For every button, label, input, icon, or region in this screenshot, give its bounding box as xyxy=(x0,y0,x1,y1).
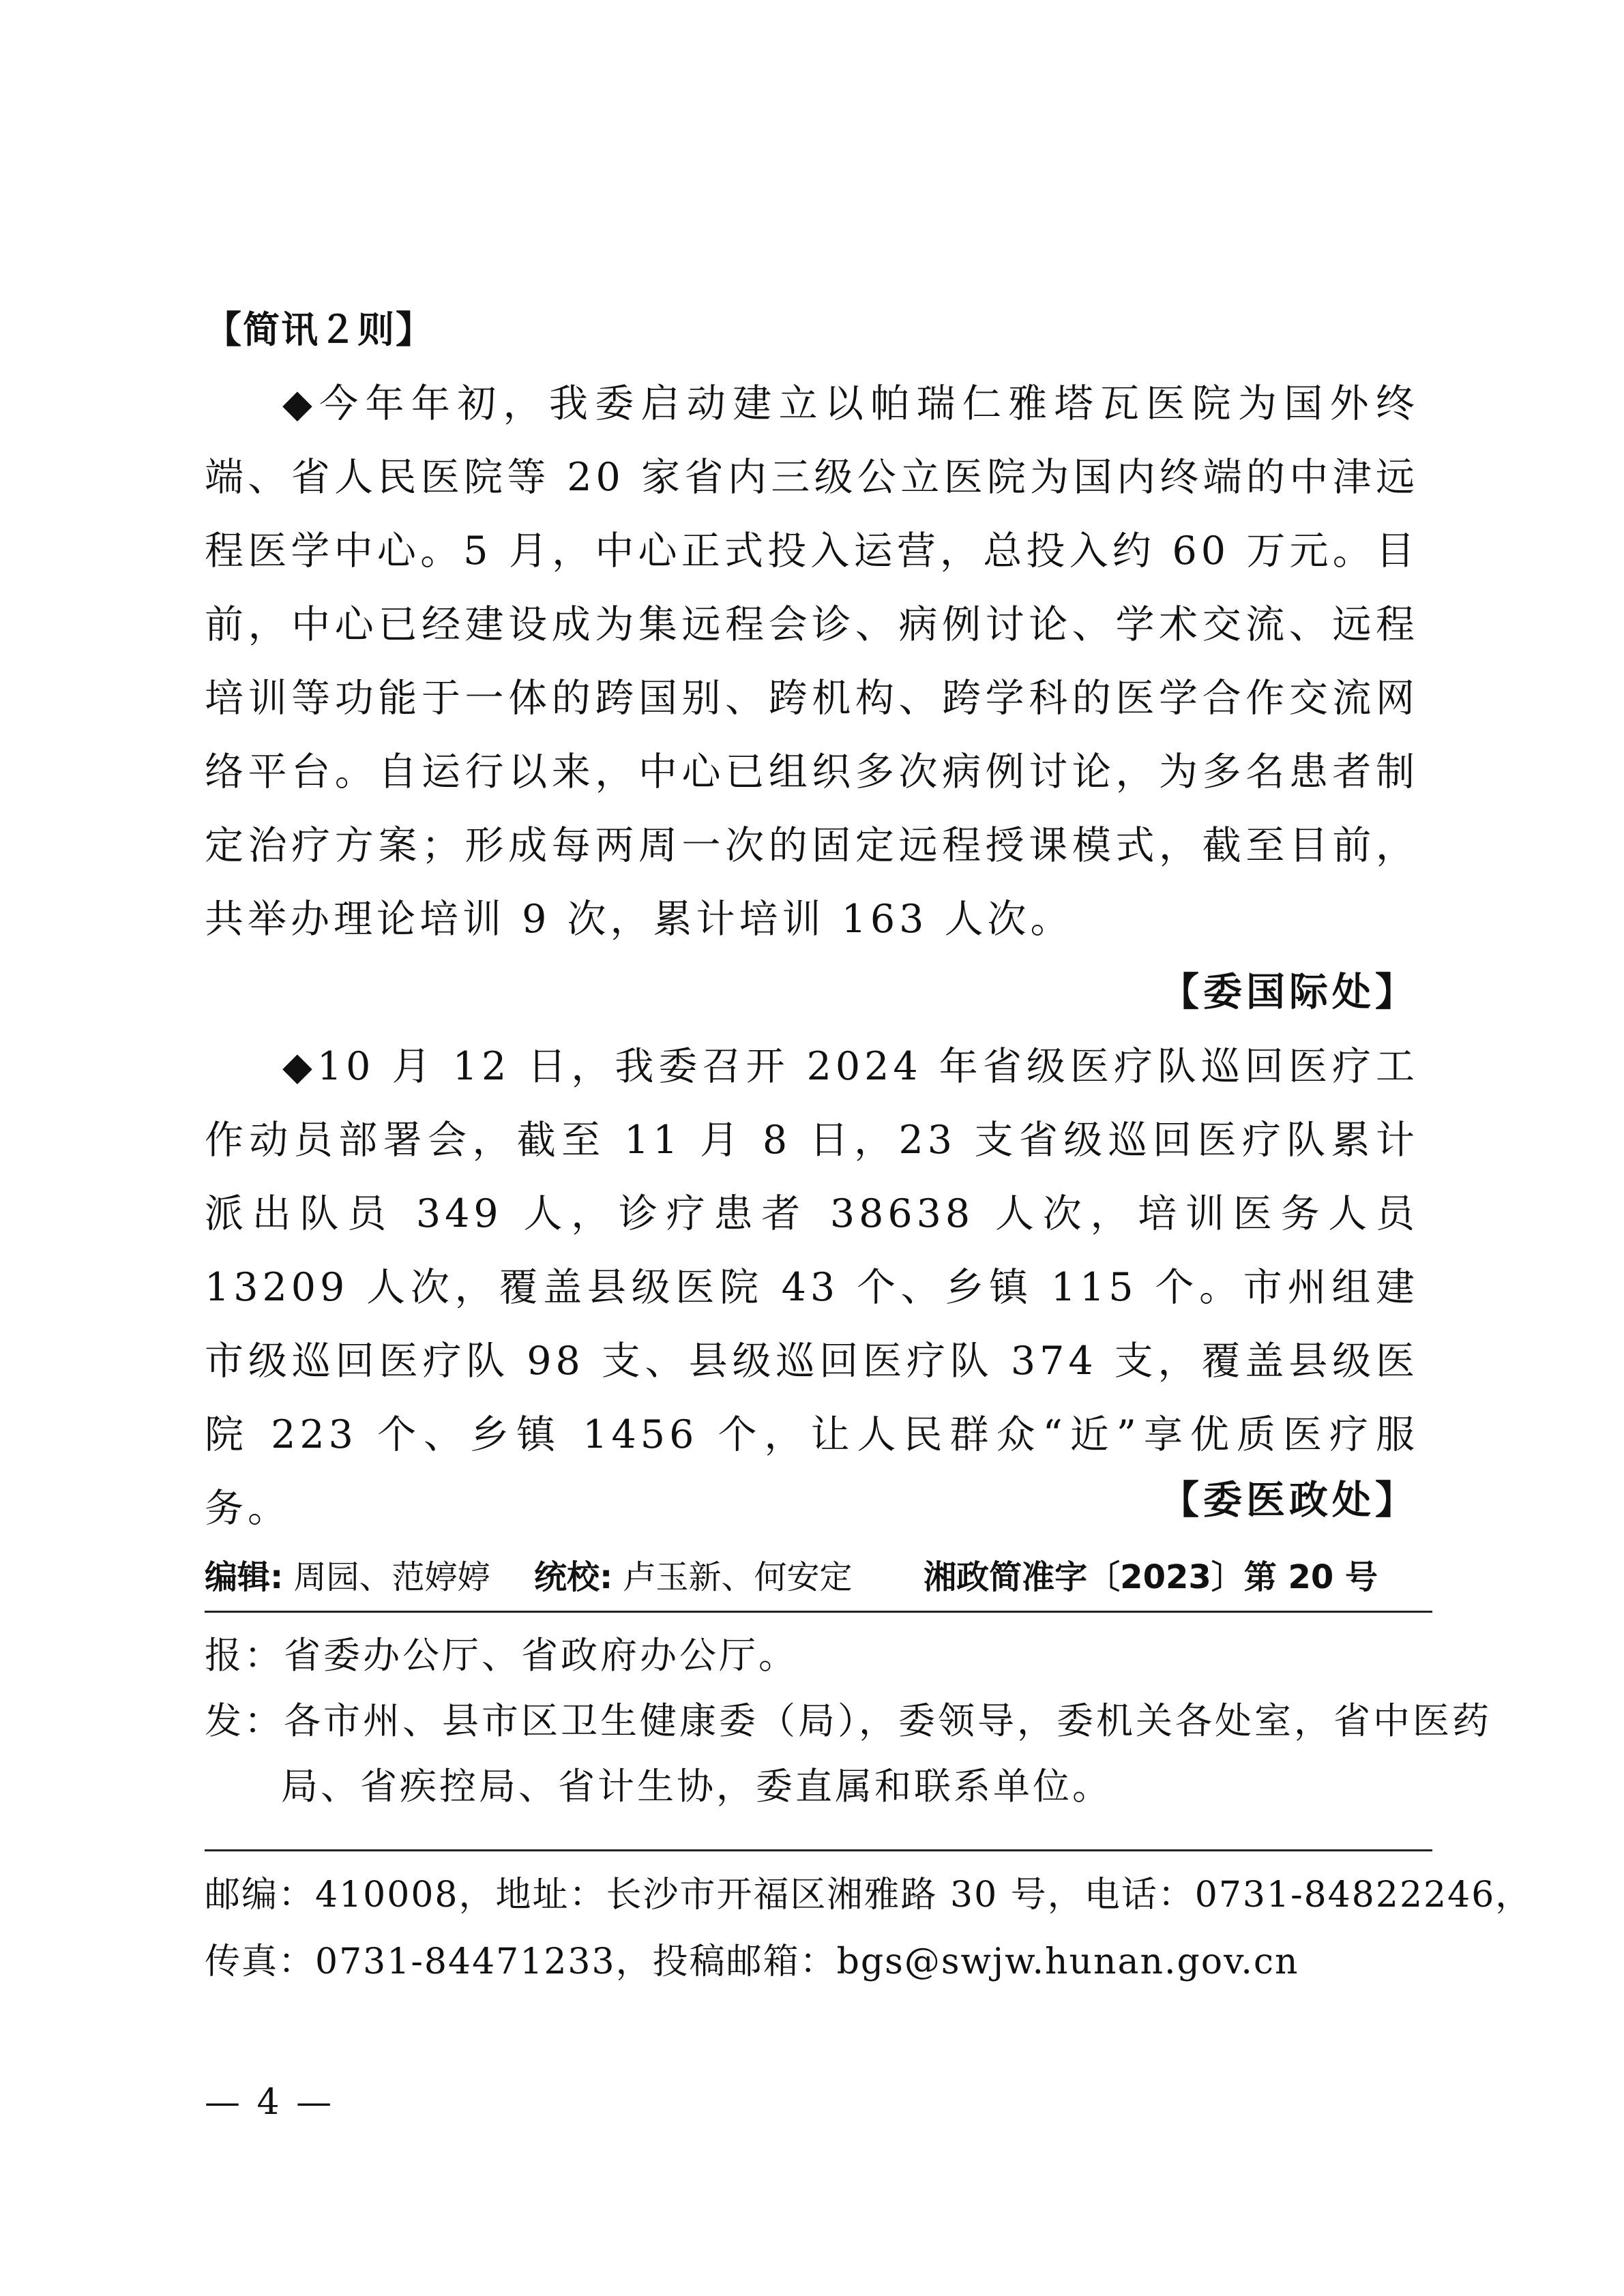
proofreader-names: 卢玉新、何安定 xyxy=(623,1558,853,1596)
news-item-1: ◆今年年初，我委启动建立以帕瑞仁雅塔瓦医院为国外终端、省人民医院等 20 家省内三级公立医院为国内终端的中津远程医学中心。5 月，中心正式投入运营，总投入约 60 万元。目前，中心已经建设成为集远程会诊、病例讨论、学术交流、远程培训等功能于一体的跨国别、跨机构、跨学科的医学合作交流网络平台。自运行以来，中心已组织多次病例讨论，为多名患者制定治疗方案；形成每两周一次的固定远程授课模式，截至目前，共举办理论培训 9 次，累计培训 163 人次。 xyxy=(205,381,1419,942)
proofreader-label: 统校: xyxy=(534,1558,613,1596)
divider-top xyxy=(205,1611,1432,1613)
editor-names: 周园、范婷婷 xyxy=(293,1558,490,1596)
news-item-1-source: 【委国际处】 xyxy=(1160,969,1418,1015)
divider-bottom xyxy=(205,1849,1432,1851)
document-number: 湘政简准字〔2023〕第 20 号 xyxy=(924,1558,1378,1596)
send-to: 发：各市州、县市区卫生健康委（局），委领导，委机关各处室，省中医药局、省疾控局、省计生协，委直属和联系单位。 xyxy=(205,1699,1492,1808)
report-to: 报：省委办公厅、省政府办公厅。 xyxy=(205,1634,798,1677)
editor-label: 编辑: xyxy=(205,1558,284,1596)
editor-row xyxy=(205,1553,1419,1601)
news-item-2-source: 【委医政处】 xyxy=(1160,1477,1418,1523)
section-heading: 【简讯２则】 xyxy=(205,308,434,351)
news-item-2: ◆10 月 12 日，我委召开 2024 年省级医疗队巡回医疗工作动员部署会，截至 11 月 8 日，23 支省级巡回医疗队累计派出队员 349 人，诊疗患者 38638 人次，培训医务人员 13209 人次，覆盖县级医院 43 个、乡镇 115 个。市州组建市级巡回医疗队 98 支、县级巡回医疗队 374 支，覆盖县级医院 223 个、乡镇 1456 个，让人民群众“近”享优质医疗服务。 xyxy=(205,1044,1419,1531)
contact-address: 邮编：410008，地址：长沙市开福区湘雅路 30 号，电话：0731-84822246， xyxy=(205,1875,1533,1915)
page-number: — 4 — xyxy=(205,2082,335,2123)
contact-fax-email: 传真：0731-84471233，投稿邮箱：bgs@swjw.hunan.gov.cn xyxy=(205,1941,1299,1982)
